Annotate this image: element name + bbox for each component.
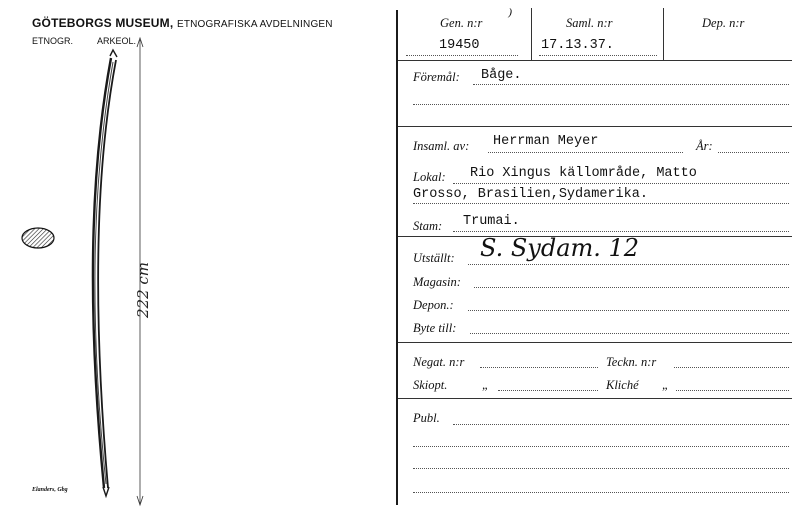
- publ-label: Publ.: [413, 411, 440, 425]
- utstallt-label: Utställt:: [413, 251, 455, 265]
- negat-label: Negat. n:r: [413, 355, 465, 369]
- printer-mark: Elanders, Gbg: [32, 487, 68, 493]
- saml-value: 17.13.37.: [541, 38, 614, 53]
- department-name: ETNOGRAFISKA AVDELNINGEN: [176, 19, 333, 30]
- ar-label: År:: [696, 139, 713, 153]
- bow-lower-tip: [103, 487, 109, 496]
- lokal-label: Lokal:: [413, 170, 446, 184]
- lokal-line1: Rio Xingus källområde, Matto: [470, 166, 697, 181]
- stam-label: Stam:: [413, 219, 443, 233]
- foremal-value: Båge.: [481, 68, 522, 83]
- stam-value: Trumai.: [463, 214, 520, 229]
- gen-value: 19450: [439, 38, 480, 53]
- insaml-label: Insaml. av:: [413, 139, 470, 153]
- bow-outline: [93, 58, 111, 488]
- dep-label: Dep. n:r: [702, 16, 745, 30]
- kliche-ditto: „: [662, 378, 669, 392]
- drawing-panel: [0, 0, 398, 520]
- dimension-note: 222 cm: [134, 261, 152, 318]
- gen-label: Gen. n:r: [440, 16, 483, 30]
- kliche-label: Kliché: [606, 378, 639, 392]
- magasin-label: Magasin:: [413, 275, 461, 289]
- bow-upper-tip: [110, 50, 117, 57]
- section-arkeol: ARKEOL.: [97, 36, 137, 46]
- cross-section-icon: [22, 228, 54, 248]
- catalog-card: Gen. n:r ⁾ 19450 Saml. n:r 17.13.37. Dep. n:r Föremål: Båge. Insaml. av: Herrman Meyer År: Lokal: Rio Xingus källområde, Matto Grosso, Brasilien,Sydamerika. Stam: Trumai. Utställt: S. Sydam. 12 Magasin: Depon.: Byte till: Negat. n:r Teckn. n:r Skiopt. „ Kliché „ Publ.: [398, 0, 800, 520]
- skiopt-ditto: „: [482, 378, 489, 392]
- section-etnogr: ETNOGR.: [32, 36, 74, 46]
- utstallt-value: S. Sydam. 12: [480, 234, 640, 262]
- depon-label: Depon.:: [413, 298, 454, 312]
- museum-name: GÖTEBORGS MUSEUM,: [32, 16, 174, 30]
- bow-drawing: [0, 0, 398, 520]
- lokal-line2: Grosso, Brasilien,Sydamerika.: [413, 187, 648, 202]
- byte-label: Byte till:: [413, 321, 457, 335]
- skiopt-label: Skiopt.: [413, 378, 448, 392]
- teckn-label: Teckn. n:r: [606, 355, 657, 369]
- insaml-value: Herrman Meyer: [493, 134, 599, 149]
- header-rule: [398, 60, 792, 61]
- saml-label: Saml. n:r: [566, 16, 613, 30]
- foremal-label: Föremål:: [413, 70, 460, 84]
